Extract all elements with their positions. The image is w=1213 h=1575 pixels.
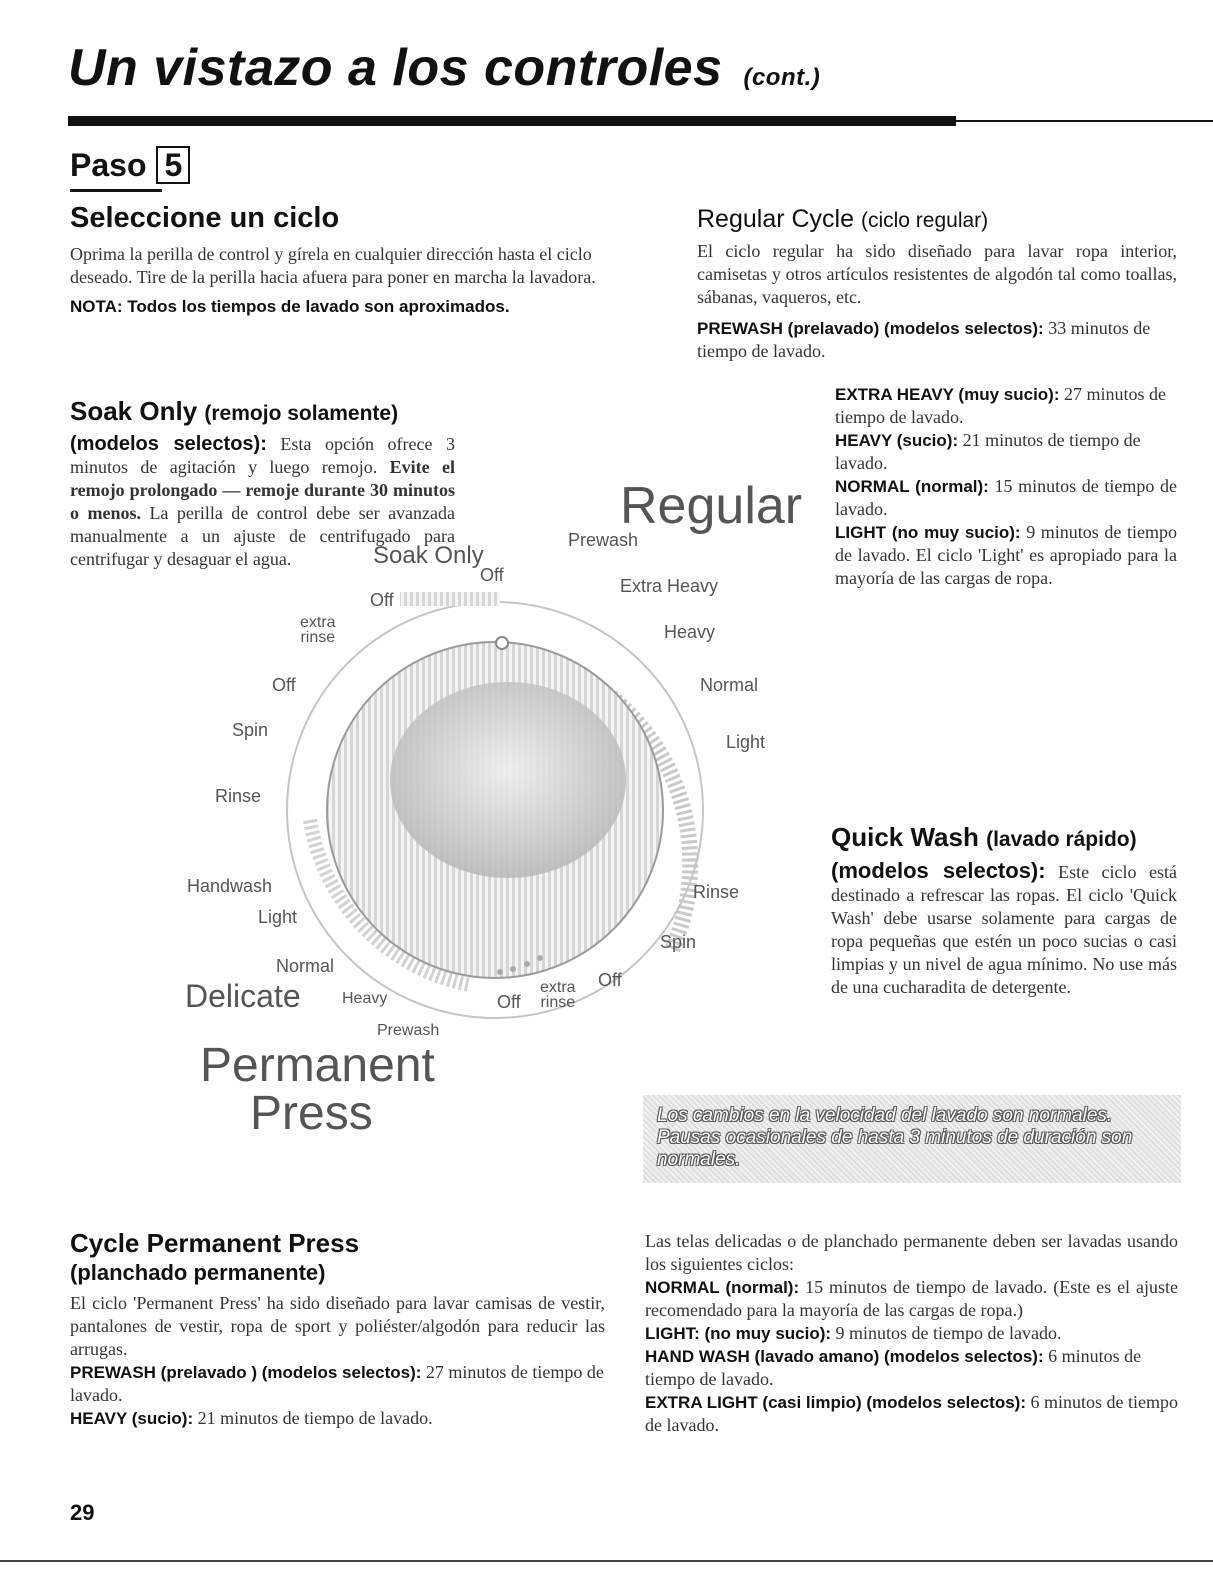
select-cycle-section bbox=[70, 202, 610, 323]
quick-wash-title: Quick Wash bbox=[831, 822, 979, 852]
delicate-normal-label: NORMAL (normal): bbox=[645, 1278, 800, 1297]
page-title-suffix: (cont.) bbox=[743, 64, 821, 91]
regular-prewash bbox=[697, 317, 1177, 363]
soak-only-heading bbox=[70, 396, 455, 429]
quick-wash-section bbox=[831, 822, 1177, 999]
delicate-handwash-label: HAND WASH (lavado amano) (modelos selectos): bbox=[645, 1347, 1044, 1366]
title-rule-thin bbox=[956, 120, 1213, 122]
extra-rinse-line1: extra bbox=[540, 979, 576, 996]
delicate-intro: Las telas delicadas o de planchado permanente deben ser lavadas usando los siguientes ciclos: bbox=[645, 1231, 1178, 1274]
step-heading bbox=[70, 146, 190, 184]
regular-prewash-label: PREWASH (prelavado) (modelos selectos): bbox=[697, 319, 1044, 338]
delicate-handwash bbox=[645, 1345, 1178, 1391]
delicate-extra-light-text: 6 minutos de tiempo de lavado. bbox=[645, 1392, 1178, 1435]
permanent-press-prewash bbox=[70, 1361, 605, 1407]
dial-label-spin-right: Spin bbox=[660, 932, 697, 952]
regular-light bbox=[835, 521, 1177, 590]
dial-label-normal: Normal bbox=[700, 675, 759, 695]
quick-wash-lead: (modelos selectos): bbox=[831, 858, 1046, 883]
dial-label-extra-rinse-bottom bbox=[540, 980, 576, 1010]
soak-only-suffix: (remojo solamente) bbox=[204, 402, 399, 425]
delicate-extra-light-label: EXTRA LIGHT (casi limpio) (modelos selectos): bbox=[645, 1393, 1026, 1412]
regular-cycle-settings bbox=[835, 383, 1177, 590]
regular-cycle-body: El ciclo regular ha sido diseñado para lavar ropa interior, camisetas y otros artículos resistentes de algodón tal como toallas, sábanas, vaqueros, etc. bbox=[697, 241, 1177, 307]
step-number: 5 bbox=[156, 146, 190, 184]
soak-only-warning: Evite el remojo prolongado — remoje durante 30 minutos o menos. bbox=[70, 457, 456, 523]
select-cycle-heading: Seleccione un ciclo bbox=[70, 202, 340, 234]
soak-only-lead: (modelos selectos): bbox=[70, 433, 267, 455]
title-rule bbox=[68, 116, 956, 126]
dial-label-permanent: Permanent bbox=[200, 1039, 435, 1092]
regular-prewash-text: 33 minutos de tiempo de lavado. bbox=[697, 318, 1151, 361]
quick-wash-heading bbox=[831, 822, 1177, 855]
dial-label-heavy-bottom: Heavy bbox=[342, 990, 388, 1007]
regular-extra-heavy-text: 27 minutos de tiempo de lavado. bbox=[835, 384, 1166, 427]
regular-heavy-text: 21 minutos de tiempo de lavado. bbox=[835, 430, 1141, 473]
delicate-extra-light bbox=[645, 1391, 1178, 1437]
knob-pointer bbox=[496, 637, 508, 649]
dial-label-soak-off-right: Off bbox=[480, 565, 504, 585]
dial-label-rinse-left: Rinse bbox=[215, 786, 262, 806]
regular-light-text: 9 minutos de tiempo de lavado. El ciclo 'Light' es apropiado para la mayoría de las cargas de ropa. bbox=[835, 522, 1177, 588]
permanent-press-prewash-text: 27 minutos de tiempo de lavado. bbox=[70, 1362, 604, 1405]
regular-normal-label: NORMAL (normal): bbox=[835, 477, 989, 496]
dial-label-soak-off-left: Off bbox=[370, 590, 394, 610]
delicate-light-text: 9 minutos de tiempo de lavado. bbox=[835, 1323, 1062, 1343]
step-label: Paso bbox=[70, 147, 147, 183]
quick-wash-body bbox=[831, 859, 1177, 999]
regular-light-label: LIGHT (no muy sucio): bbox=[835, 523, 1021, 542]
dial-label-press: Press bbox=[250, 1087, 373, 1140]
delicate-light bbox=[645, 1322, 1178, 1345]
dial-label-delicate: Delicate bbox=[185, 978, 301, 1014]
delicate-handwash-text: 6 minutos de tiempo de lavado. bbox=[645, 1346, 1142, 1389]
regular-normal bbox=[835, 475, 1177, 521]
dial-label-regular: Regular bbox=[620, 477, 803, 535]
dial-label-off-regular: Off bbox=[598, 970, 622, 990]
quick-wash-suffix: (lavado rápido) bbox=[986, 828, 1137, 851]
regular-heavy-label: HEAVY (sucio): bbox=[835, 431, 959, 450]
regular-cycle-title: Regular Cycle bbox=[697, 205, 855, 233]
permanent-press-section bbox=[70, 1228, 605, 1430]
bottom-rule bbox=[0, 1560, 1213, 1562]
soak-only-title: Soak Only bbox=[70, 396, 198, 426]
permanent-press-heavy bbox=[70, 1407, 605, 1430]
regular-extra-heavy-label: EXTRA HEAVY (muy sucio): bbox=[835, 385, 1060, 404]
regular-heavy bbox=[835, 429, 1177, 475]
regular-extra-heavy bbox=[835, 383, 1177, 429]
permanent-press-prewash-label: PREWASH (prelavado ) (modelos selectos): bbox=[70, 1363, 422, 1382]
dial-label-extra-rinse-top bbox=[300, 615, 336, 645]
regular-normal-text: 15 minutos de tiempo de lavado. bbox=[835, 476, 1177, 519]
page-title bbox=[68, 38, 820, 98]
step-rule bbox=[70, 189, 162, 192]
permanent-press-subheading: (planchado permanente) bbox=[70, 1260, 326, 1285]
dial-label-spin-left: Spin bbox=[232, 720, 269, 740]
dial-label-light-left: Light bbox=[258, 907, 298, 927]
dial-label-heavy: Heavy bbox=[664, 622, 716, 642]
extra-rinse-top-line1: extra bbox=[300, 614, 336, 631]
soak-only-rest: La perilla de control debe ser avanzada manualmente a un ajuste de centrifugado para centrifugar y desaguar el agua. bbox=[70, 503, 456, 569]
permanent-press-heavy-label: HEAVY (sucio): bbox=[70, 1409, 194, 1428]
extra-rinse-top-line2: rinse bbox=[300, 629, 336, 646]
delicate-normal-text: 15 minutos de tiempo de lavado. (Este es el ajuste recomendado para la mayoría de las cargas de ropa.) bbox=[645, 1277, 1178, 1320]
quick-wash-text: Este ciclo está destinado a refrescar las ropas. El ciclo 'Quick Wash' debe usarse solamente para cargas de ropa pequeñas que estén un poco sucias o casi limpias y un nivel de agua mínimo. No use más de una cucharadita de detergente. bbox=[831, 862, 1177, 997]
permanent-press-heading: Cycle Permanent Press bbox=[70, 1228, 360, 1258]
dial-label-prewash: Prewash bbox=[568, 530, 639, 550]
delicate-cycles-section bbox=[645, 1230, 1178, 1437]
dial-label-soak-only: Soak Only bbox=[373, 542, 484, 569]
dial-label-rinse-right: Rinse bbox=[693, 882, 740, 902]
speed-note-box: Los cambios en la velocidad del lavado son normales. Pausas ocasionales de hasta 3 minutos de duración son normales. bbox=[643, 1095, 1181, 1183]
page-title-text: Un vistazo a los controles bbox=[68, 39, 723, 97]
delicate-light-label: LIGHT: (no muy sucio): bbox=[645, 1324, 832, 1343]
dial-label-prewash-bottom: Prewash bbox=[377, 1022, 440, 1039]
dial-label-extra-heavy: Extra Heavy bbox=[620, 576, 719, 596]
select-cycle-note: NOTA: Todos los tiempos de lavado son aproximados. bbox=[70, 297, 510, 316]
regular-cycle-heading bbox=[697, 205, 1177, 234]
regular-cycle-suffix: (ciclo regular) bbox=[860, 209, 989, 232]
knob-grip bbox=[390, 682, 626, 878]
dial-label-handwash: Handwash bbox=[187, 876, 273, 896]
dial-label-off-bottom: Off bbox=[497, 992, 521, 1012]
delicate-normal bbox=[645, 1276, 1178, 1322]
extra-rinse-line2: rinse bbox=[540, 994, 576, 1011]
soak-only-band bbox=[400, 592, 500, 606]
dial-label-light: Light bbox=[726, 732, 766, 752]
regular-cycle-section bbox=[697, 205, 1177, 363]
page-number: 29 bbox=[70, 1500, 95, 1525]
permanent-press-body: El ciclo 'Permanent Press' ha sido diseñado para lavar camisas de vestir, pantalones de vestir, ropa de sport y poliéster/algodón para reducir las arrugas. bbox=[70, 1293, 605, 1359]
soak-only-line1: Esta opción ofrece 3 minutos de agitación y luego remojo. bbox=[70, 434, 455, 477]
dial-label-off-left: Off bbox=[272, 675, 296, 695]
permanent-press-heavy-text: 21 minutos de tiempo de lavado. bbox=[197, 1408, 433, 1428]
dial-label-normal-left: Normal bbox=[276, 956, 335, 976]
select-cycle-body: Oprima la perilla de control y gírela en cualquier dirección hasta el ciclo deseado. Tire de la perilla hacia afuera para poner en marcha la lavadora. bbox=[70, 244, 596, 287]
